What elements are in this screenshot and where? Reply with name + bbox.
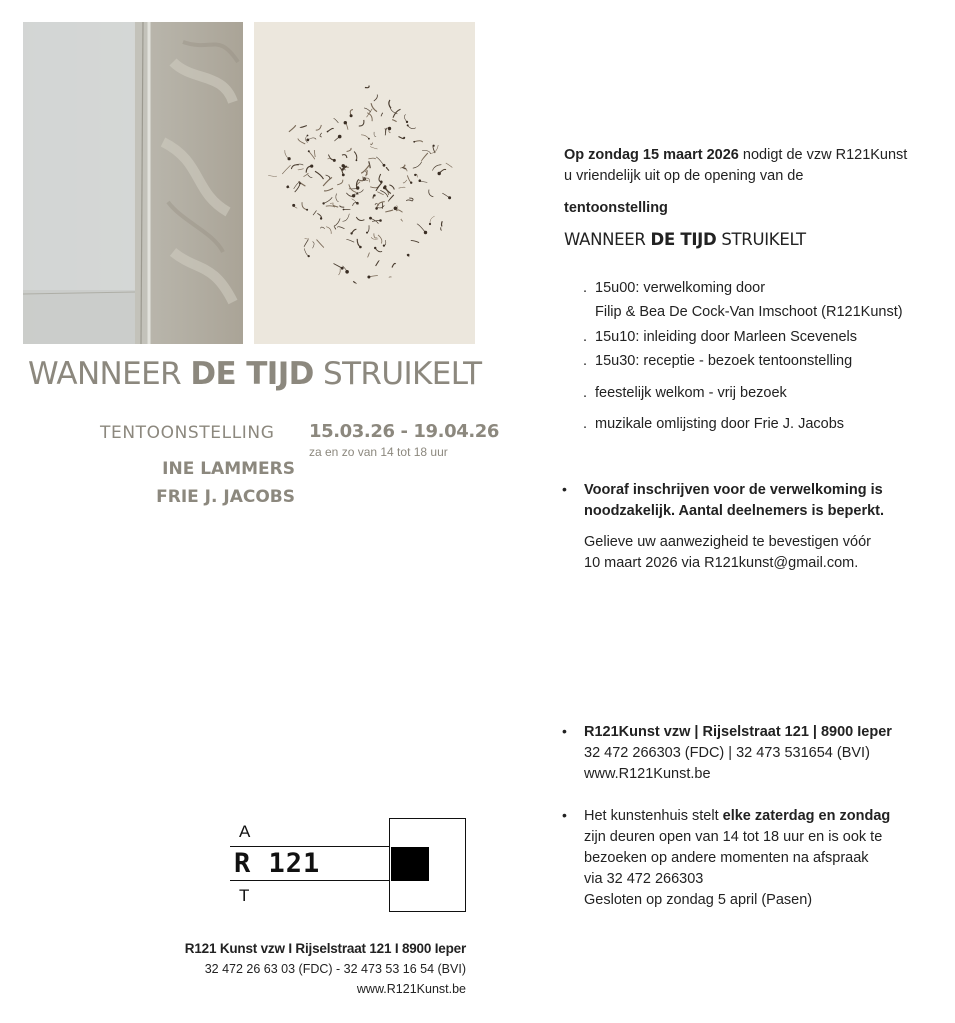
logo-letter-t: T [239, 886, 250, 905]
logo-divider [230, 880, 390, 881]
exhibition-label: TENTOONSTELLING [100, 423, 275, 443]
artist-name: FRIE J. JACOBS [156, 487, 295, 507]
program-bullet: . [583, 329, 588, 345]
program-bullet: . [583, 385, 588, 401]
program-item: . feestelijk welkom - vrij bezoek [583, 385, 787, 401]
scribble-drawing-artwork [254, 22, 475, 344]
program-bullet: . [583, 416, 588, 432]
bullet-icon: • [562, 807, 567, 823]
opening-hours-phone: via 32 472 266303 [584, 871, 704, 887]
bullet-icon: • [562, 723, 567, 739]
invitation-line: tentoonstelling [564, 200, 668, 216]
program-bullet: . [583, 280, 588, 296]
footer-website: www.R121Kunst.be [356, 982, 466, 996]
exhibition-dates: 15.03.26 - 19.04.26 [309, 421, 500, 442]
opening-hours-line: zijn deuren open van 14 tot 18 uur en is ook te [584, 829, 883, 845]
logo-black-square [391, 847, 429, 881]
program-item-continued: Filip & Bea De Cock-Van Imschoot (R121Kunst) [595, 304, 903, 320]
exhibition-hours: za en zo van 14 tot 18 uur [309, 445, 448, 459]
registration-notice: Vooraf inschrijven voor de verwelkoming is [584, 482, 883, 498]
logo-divider [230, 846, 390, 847]
opening-hours-closed: Gesloten op zondag 5 april (Pasen) [584, 892, 813, 908]
registration-notice: noodzakelijk. Aantal deelnemers is beperkt. [584, 503, 885, 519]
exhibition-title: WANNEER DE TIJD STRUIKELT [28, 356, 482, 392]
artist-name: INE LAMMERS [162, 459, 295, 479]
logo-name: R 121 [234, 848, 321, 879]
footer-phone: 32 472 26 63 03 (FDC) - 32 473 53 16 54 (BVI) [204, 962, 466, 976]
invitation-line: Op zondag 15 maart 2026 nodigt de vzw R121Kunst [564, 147, 908, 163]
r121-logo [230, 818, 466, 912]
program-item: . muzikale omlijsting door Frie J. Jacobs [583, 416, 845, 432]
program-bullet: . [583, 353, 588, 369]
invitation-title: WANNEER DE TIJD STRUIKELT [564, 230, 806, 249]
program-item: . 15u30: receptie - bezoek tentoonstelling [583, 353, 853, 369]
invitation-line: u vriendelijk uit op de opening van de [564, 168, 804, 184]
opening-hours-line: bezoeken op andere momenten na afspraak [584, 850, 869, 866]
program-item: . 15u10: inleiding door Marleen Scevenels [583, 329, 857, 345]
contact-website[interactable]: www.R121Kunst.be [584, 766, 711, 782]
contact-address: R121Kunst vzw | Rijselstraat 121 | 8900 Ieper [584, 724, 892, 740]
grey-canvas-artwork [23, 22, 243, 344]
contact-phone: 32 472 266303 (FDC) | 32 473 531654 (BVI) [584, 745, 870, 761]
footer-address: R121 Kunst vzw I Rijselstraat 121 I 8900 Ieper [184, 941, 466, 956]
program-item: . 15u00: verwelkoming door [583, 280, 766, 296]
registration-email[interactable]: 10 maart 2026 via R121kunst@gmail.com. [584, 555, 859, 571]
opening-hours-line: Het kunstenhuis stelt elke zaterdag en zondag [584, 808, 891, 824]
registration-instructions: Gelieve uw aanwezigheid te bevestigen vóór [584, 534, 871, 550]
logo-letter-a: A [239, 822, 251, 841]
bullet-icon: • [562, 481, 567, 497]
